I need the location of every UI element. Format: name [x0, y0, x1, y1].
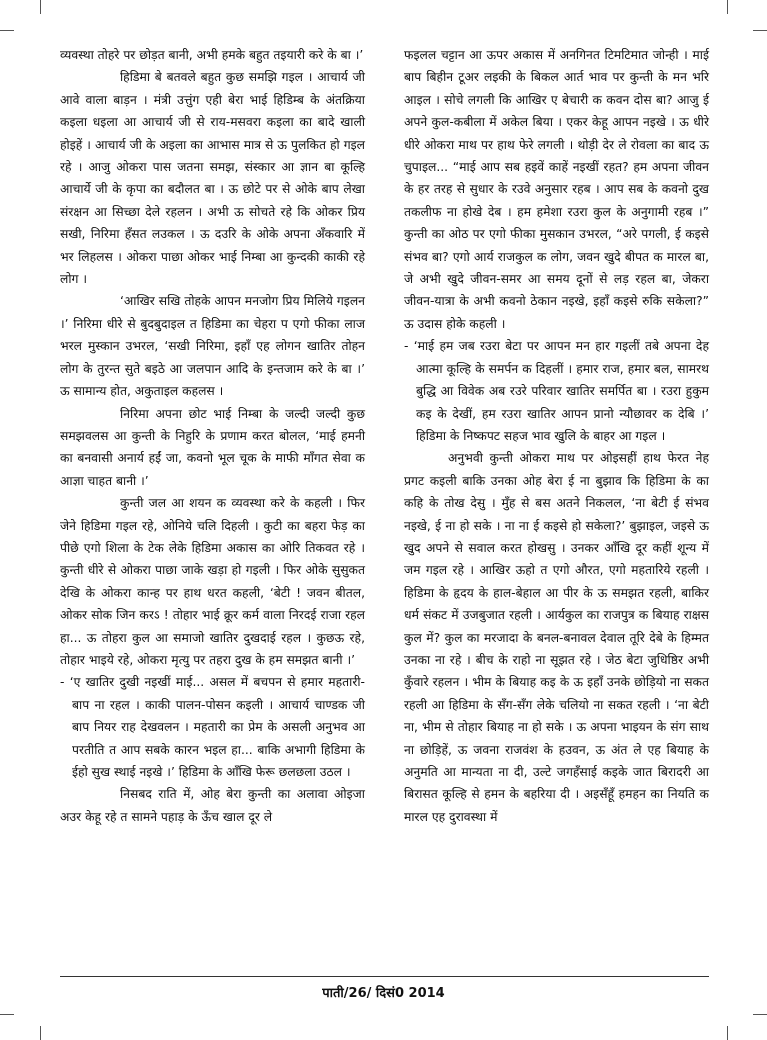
page-footer: पाती/26/ दिसं0 2014 — [322, 986, 445, 1001]
paragraph: कुन्ती जल आ शयन क व्यवस्था करे के कहली । फिर जेने हिडिमा गइल रहे, ओनिये चलि दिहली । कुटी का बहरा फेड़ का पीछे एगो शिला के टेक लेके हिडिमा अकास का ओरि तिकवत रहे । कुन्ती धीरे से ओकरा पाछा जाके खड़ा हो गइली । फिर ओके सुसुकत देखि के ओकरा कान्ह पर हाथ धरत कहली, ‘बेटी ! जवन बीतल, ओकर सोक जिन करऽ ! तोहार भाई क्रूर कर्म वाला निरदई राजा रहल हा... ऊ तोहरा कुल आ समाजो खातिर दुखदाई रहल । कुछऊ रहे, तोहार भाइये रहे, ओकरा मृत्यु पर तहरा दुख के हम समझत बानी ।’ — [60, 496, 365, 667]
crop-mark — [727, 0, 728, 14]
paragraph: हिडिमा बे बतवले बहुत कुछ समझि गइल । आचार्य जी आवे वाला बाड़न । मंत्री उत्तुंग एही बेरा भाई हिडिम्ब के अंतक्रिया कइला धइला आ आचार्य जी से राय-मसवरा कइला का बादे खाली होइहें । आचार्य जी के अइला का आभास मात्र से ऊ पुलकित हो गइल रहे । आजु ओकरा पास जतना समझ, संस्कार आ ज्ञान बा कूल्हि आचार्ये जी के कृपा का बदौलत बा । ऊ छोटे पर से ओके बाप लेखा संरक्षन आ सिच्छा देले रहलन । अभी ऊ सोचते रहे कि ओकर प्रिय सखी, निरिमा हँसत लउकल । ऊ दउरि के ओके अपना अँकवारि में भर लिहलस । ओकरा पाछा ओकर भाई निम्बा आ कुन्दकी काकी रहे लोग । — [60, 70, 365, 287]
crop-mark — [40, 1026, 41, 1040]
paragraph: निसबद राति में, ओह बेरा कुन्ती का अलावा ओइजा अउर केहू रहे त सामने पहाड़ के ऊँच खाल दूर ले — [60, 787, 365, 824]
paragraph: अनुभवी कुन्ती ओकरा माथ पर ओइसहीं हाथ फेरत नेह प्रगट कइली बाकि उनका ओह बेरा ई ना बुझाव कि हिडिमा के का कहि के तोख देसु । मुँह से बस अतने निकलल, ‘ना बेटी ई संभव नइखे, ई ना हो सके । ना ना ई कइसे हो सकेला?’ बुझाइल, जइसे ऊ खुद अपने से सवाल करत होखसु । उनकर आँखि दूर कहीं शून्य में जम गइल रहे । आखिर ऊहो त एगो औरत, एगो महतारिये रहली । हिडिमा के हृदय के हाल-बेहाल आ पीर के ऊ समझत रहली, बाकिर धर्म संकट में उजबुजात रहली । आर्यकुल का राजपुत्र क बियाह राक्षस कुल में? कुल का मरजादा के बनल-बनावल देवाल तूरि देबे के हिम्मत उनका ना रहे । बीच के राहो ना सूझत रहे । जेठ बेटा जुधिष्ठिर अभी कुँवारे रहलन । भीम के बियाह कइ के ऊ इहाँ उनके छोड़ियो ना सकत रहली आ हिडिमा के सँग-सँग लेके चलियो ना सकत रहली । ‘ना बेटी ना, भीम से तोहार बियाह ना हो सके । ऊ अपना भाइयन के संग साथ ना छोड़िहें, ऊ जवना राजवंश के हउवन, ऊ अंत ले एह बियाह के अनुमति आ मान्यता ना दी, उल्टे जगहँसाई कइके जात बिरादरी आ बिरासत कूल्हि से हमन के बहरिया दी । अइसँहूँ हमहन का नियति क मारल एह दुरावस्था में — [404, 451, 709, 824]
crop-mark — [753, 1014, 767, 1015]
paragraph: फइलल चट्टान आ ऊपर अकास में अनगिनत टिमटिमात जोन्ही । माई बाप बिहीन टूअर लइकी के बिकल आर्त भाव पर कुन्ती के मन भरि आइल । सोचे लगली कि आखिर ए बेचारी क कवन दोस बा? आजु ई अपने कुल-कबीला में अकेल बिया । एकर केहू आपन नइखे । ऊ धीरे धीरे ओकरा माथ पर हाथ फेरे लगली । थोड़ी देर ले रोवला का बाद ऊ चुपाइल... “माई आप सब हइवें काहें नइखीं रहत? हम अपना जीवन के हर तरह से सुधार के रउवे अनुसार रहब । आप सब के कवनो दुख तकलीफ ना होखे देब । हम हमेशा रउरा कुल के अनुगामी रहब ।” कुन्ती का ओठ पर एगो फीका मुसकान उभरल, “अरे पगली, ई कइसे संभव बा? एगो आर्य राजकुल क लोग, जवन खुदे बीपत क मारल बा, जे अभी खुदे जीवन-समर आ समय दूनों से लड़ रहल बा, जेकरा जीवन-यात्रा के अभी कवनो ठेकान नइखे, इहाँ कइसे रुकि सकेला?” ऊ उदास होके कहली । — [404, 48, 709, 331]
crop-mark — [0, 30, 14, 31]
left-column — [60, 44, 365, 828]
right-column — [404, 44, 709, 828]
crop-mark — [753, 30, 767, 31]
crop-mark — [727, 1026, 728, 1040]
crop-mark — [0, 1014, 14, 1015]
dialogue-paragraph: - ‘ए खातिर दुखी नइखीं माई... असल में बचपन से हमार महतारी-बाप ना रहल । काकी पालन-पोसन कइली । आचार्य चाण्डक जी बाप नियर राह देखवलन । महतारी का प्रेम के असली अनुभव आ परतीति त आप सबके कारन भइल हा... बाकि अभागी हिडिमा के ईहो सुख स्थाई नइखे ।’ हिडिमा के आँखि फेरू छलछला उठल । — [60, 675, 365, 779]
paragraph: व्यवस्था तोहरे पर छोड़त बानी, अभी हमके बहुत तइयारी करे के बा ।’ — [60, 48, 364, 62]
paragraph: ‘आखिर सखि तोहके आपन मनजोग प्रिय मिलिये गइलन ।’ निरिमा धीरे से बुदबुदाइल त हिडिमा का चेहरा प एगो फीका लाज भरल मुस्कान उभरल, ‘सखी निरिमा, इहाँ एह लोगन खातिर तोहन लोग के तुरन्त सुते बइठे आ जलपान आदि के इन्तजाम करे के बा ।’ ऊ सामान्य होत, अकुताइल कहलस । — [60, 294, 365, 399]
crop-mark — [40, 0, 41, 14]
dialogue-paragraph: - ‘माई हम जब रउरा बेटा पर आपन मन हार गइलीं तबे अपना देह आत्मा कूल्हि के समर्पन क दिहलीं । हमार राज, हमार बल, सामरथ बुद्धि आ विवेक अब रउरे परिवार खातिर समर्पित बा । रउरा हुकुम कइ के देखीं, हम रउरा खातिर आपन प्रानो न्यौछावर क देबि ।’ हिडिमा के निष्कपट सहज भाव खुलि के बाहर आ गइल । — [404, 339, 709, 443]
footer-rule — [60, 976, 709, 977]
paragraph: निरिमा अपना छोट भाई निम्बा के जल्दी जल्दी कुछ समझवलस आ कुन्ती के निहुरि के प्रणाम करत बोलल, ‘माई हमनी का बनवासी अनार्य हईं जा, कवनो भूल चूक के माफी माँगत सेवा क आज्ञा चाहत बानी ।’ — [60, 406, 365, 488]
